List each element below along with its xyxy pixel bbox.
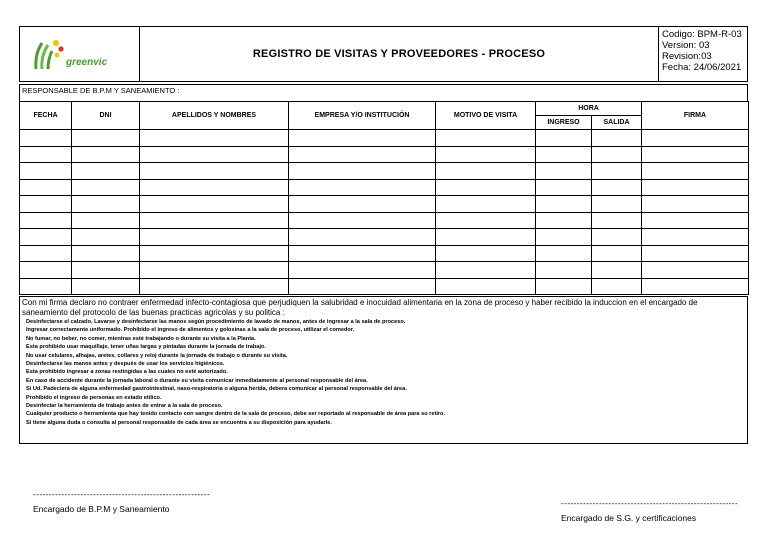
table-cell[interactable] [20, 130, 72, 147]
meta-date: Fecha: 24/06/2021 [662, 62, 742, 73]
col-apellidos: APELLIDOS Y NOMBRES [140, 102, 289, 130]
table-cell[interactable] [289, 196, 436, 213]
rule-item: Cualquier producto o herramienta que hay tenido contacto con sangre dentro de la sala de proceso, debe ser reportado al responsable de área para su retiro. [26, 411, 446, 418]
col-empresa: EMPRESA Y/O INSTITUCIÓN [289, 102, 436, 130]
rule-item: En caso de accidente durante la jornada laboral o durante su visita comunicar inmediatamente al personal responsable del área. [26, 377, 368, 384]
table-cell[interactable] [536, 130, 592, 147]
table-cell[interactable] [140, 163, 289, 180]
rule-item: Si Ud. Padeciera de alguna enfermedad gastrointestinal, naso-respiratoria o alguna herida, debera comunicar al personal responsable del área. [26, 386, 407, 393]
table-cell[interactable] [140, 245, 289, 262]
meta-code: Codigo: BPM-R-03 [662, 29, 742, 40]
table-row [20, 262, 749, 279]
table-cell[interactable] [20, 196, 72, 213]
table-cell[interactable] [536, 212, 592, 229]
document-title: REGISTRO DE VISITAS Y PROVEEDORES - PROCESO [252, 48, 546, 60]
table-cell[interactable] [536, 262, 592, 279]
table-cell[interactable] [289, 245, 436, 262]
declaration-box [19, 296, 748, 444]
table-cell[interactable] [592, 278, 642, 295]
table-cell[interactable] [140, 130, 289, 147]
col-salida: SALIDA [592, 116, 642, 130]
rule-item: Desinfectar la herramienta de trabajo antes de entrar a la sala de proceso. [26, 403, 223, 410]
left-signature-line: -------------------------------------------------------- [33, 490, 211, 499]
rule-item: Si tiene alguna duda o consulta al personal responsable de cada área se encuentra a su disposición para ayudarle. [26, 419, 332, 426]
visits-table [19, 101, 749, 295]
col-dni: DNI [72, 102, 140, 130]
rule-item: No usar celulares, alhajas, aretes, collares y reloj durante la jornada de trabajo o durante su visita. [26, 352, 288, 359]
table-cell[interactable] [536, 163, 592, 180]
right-signature-line: -------------------------------------------------------- [561, 499, 739, 508]
rules-list [26, 318, 741, 427]
table-cell[interactable] [289, 229, 436, 246]
table-cell[interactable] [592, 146, 642, 163]
table-cell[interactable] [436, 130, 536, 147]
table-cell[interactable] [642, 245, 749, 262]
table-body [20, 130, 749, 295]
table-cell[interactable] [592, 229, 642, 246]
table-row [20, 196, 749, 213]
rule-item: No fumar, no beber, no comer, mientras esté trabajando o durante su visita a la Planta. [26, 335, 256, 342]
table-cell[interactable] [289, 179, 436, 196]
left-signature-label: Encargado de B.P.M y Saneamiento [33, 504, 170, 514]
table-cell[interactable] [536, 196, 592, 213]
document-header [19, 26, 748, 82]
table-cell[interactable] [72, 278, 140, 295]
right-signature-label: Encargado de S.G. y certificaciones [561, 513, 697, 523]
col-hora: HORA [536, 102, 642, 116]
title-cell [140, 27, 659, 81]
table-cell[interactable] [72, 212, 140, 229]
table-cell[interactable] [436, 245, 536, 262]
table-cell[interactable] [20, 278, 72, 295]
table-cell[interactable] [436, 146, 536, 163]
table-cell[interactable] [140, 262, 289, 279]
table-cell[interactable] [536, 146, 592, 163]
logo-wordmark: greenvic [66, 57, 108, 68]
table-cell[interactable] [592, 130, 642, 147]
table-cell[interactable] [289, 146, 436, 163]
col-fecha: FECHA [20, 102, 72, 130]
table-cell[interactable] [642, 262, 749, 279]
responsable-label: RESPONSABLE DE B.P.M Y SANEAMIENTO : [22, 86, 180, 95]
table-cell[interactable] [20, 262, 72, 279]
rule-item: Ingresar correctamente uniformado. Prohibido el ingreso de alimentos y golosinas a la sala de proceso, utilizar el comedor. [26, 327, 355, 334]
table-cell[interactable] [72, 179, 140, 196]
table-cell[interactable] [140, 179, 289, 196]
table-cell[interactable] [72, 130, 140, 147]
table-row [20, 278, 749, 295]
table-row [20, 163, 749, 180]
table-cell[interactable] [289, 278, 436, 295]
table-cell[interactable] [140, 196, 289, 213]
declaration-intro: Con mi firma declaro no contraer enfermedad infecto-contagiosa que perjudiquen la salubridad e inocuidad alimentaria en la zona de proceso y haber recibido la induccion en el encargado de saneamiento del protocolo de las buenas practicas agricolas y su politica : [22, 298, 698, 317]
table-cell[interactable] [642, 163, 749, 180]
rule-item: Prohibido el ingreso de personas en estado etílico. [26, 394, 162, 401]
table-cell[interactable] [642, 212, 749, 229]
table-cell[interactable] [436, 262, 536, 279]
col-firma: FIRMA [642, 102, 749, 130]
table-cell[interactable] [289, 262, 436, 279]
table-cell[interactable] [436, 163, 536, 180]
table-cell[interactable] [140, 229, 289, 246]
table-cell[interactable] [592, 196, 642, 213]
table-cell[interactable] [436, 278, 536, 295]
rule-item: Desinfectarse las manos antes y después de usar los servicios higiénicos. [26, 361, 225, 368]
logo-cell [20, 27, 140, 81]
table-cell[interactable] [20, 163, 72, 180]
col-motivo: MOTIVO DE VISITA [436, 102, 536, 130]
table-cell[interactable] [72, 163, 140, 180]
table-cell[interactable] [20, 212, 72, 229]
table-cell[interactable] [642, 146, 749, 163]
table-cell[interactable] [20, 229, 72, 246]
rule-item: Desinfectarse el calzado, Lavarse y desinfectarse las manos según procedimiento de lavado de manos, antes de ingresar a la sala de proceso. [26, 319, 406, 325]
table-cell[interactable] [20, 179, 72, 196]
table-cell[interactable] [642, 179, 749, 196]
table-cell[interactable] [536, 278, 592, 295]
rule-item: Esta prohibido ingresar a zonas restingidas a las cuales no esté autorizado. [26, 369, 228, 376]
table-row [20, 130, 749, 147]
table-cell[interactable] [72, 262, 140, 279]
table-cell[interactable] [436, 212, 536, 229]
table-cell[interactable] [289, 130, 436, 147]
table-cell[interactable] [592, 245, 642, 262]
table-row [20, 245, 749, 262]
table-cell[interactable] [140, 146, 289, 163]
table-cell[interactable] [436, 196, 536, 213]
table-cell[interactable] [436, 179, 536, 196]
responsable-row [19, 84, 748, 102]
rule-item: Esta prohibido usar maquillaje, tener uñas largas y pintadas durante la jornada de trabajo. [26, 344, 266, 351]
table-cell[interactable] [72, 229, 140, 246]
table-row [20, 229, 749, 246]
table-cell[interactable] [140, 212, 289, 229]
table-cell[interactable] [592, 163, 642, 180]
document-meta [659, 27, 747, 81]
table-cell[interactable] [592, 262, 642, 279]
table-cell[interactable] [642, 229, 749, 246]
table-cell[interactable] [536, 245, 592, 262]
table-row [20, 212, 749, 229]
table-cell[interactable] [536, 229, 592, 246]
table-cell[interactable] [536, 179, 592, 196]
table-cell[interactable] [20, 245, 72, 262]
table-cell[interactable] [289, 163, 436, 180]
table-cell[interactable] [642, 278, 749, 295]
table-cell[interactable] [140, 278, 289, 295]
table-cell[interactable] [20, 146, 72, 163]
table-cell[interactable] [642, 130, 749, 147]
table-row [20, 146, 749, 163]
table-cell[interactable] [72, 146, 140, 163]
table-cell[interactable] [592, 212, 642, 229]
table-cell[interactable] [72, 245, 140, 262]
table-cell[interactable] [289, 212, 436, 229]
table-cell[interactable] [436, 229, 536, 246]
table-cell[interactable] [642, 196, 749, 213]
greenvic-logo-icon [32, 35, 66, 71]
table-row [20, 179, 749, 196]
meta-revision: Revision:03 [662, 51, 712, 62]
col-ingreso: INGRESO [536, 116, 592, 130]
meta-version: Version: 03 [662, 40, 710, 51]
table-cell[interactable] [72, 196, 140, 213]
table-cell[interactable] [592, 179, 642, 196]
